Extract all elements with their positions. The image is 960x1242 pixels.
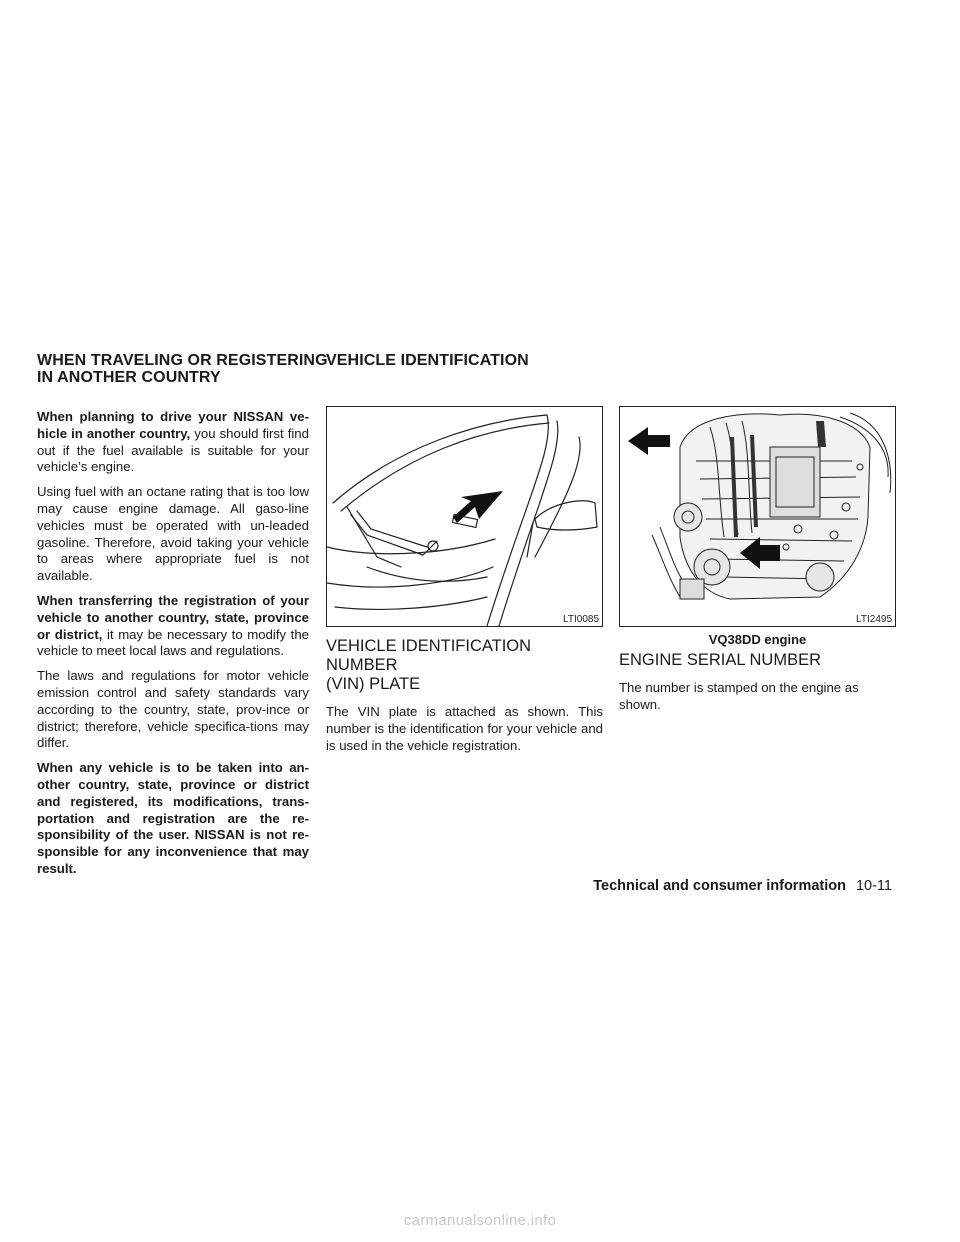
paragraph-responsibility [37, 760, 309, 878]
heading-line-2: IN ANOTHER COUNTRY [37, 369, 221, 386]
engine-figure-id: LTI2495 [856, 614, 892, 625]
front-arrow-icon [628, 427, 670, 455]
paragraph-laws: The laws and regulations for motor vehicle emission control and safety standards vary according to the country, state, prov-ince or district; therefore, vehicle specifica-tions may differ. [37, 668, 309, 751]
p3-bold: When transferring the registration of your vehicle to another country, state, province or district, [37, 592, 309, 642]
vehicle-identification-heading: VEHICLE IDENTIFICATION [326, 352, 529, 369]
page-number: 10-11 [855, 878, 892, 894]
engine-caption: VQ38DD engine [708, 632, 807, 647]
vin-subheading-line-2: (VIN) PLATE [326, 675, 421, 693]
paragraph-octane: Using fuel with an octane rating that is too low may cause engine damage. All gaso-line vehicles must be operated with un-leaded gasoline. Therefore, avoid taking your vehicle to areas where appropriate fuel is not available. [37, 484, 309, 584]
heading-line-1: WHEN TRAVELING OR REGISTERING [37, 352, 328, 369]
engine-section [619, 651, 896, 714]
paragraph-registration [37, 593, 309, 660]
p5-bold: When any vehicle is to be taken into an-other country, state, province or district and registered, its modifications, trans-portation and registration are the re-sponsibility of the user. NISSAN is not re-sponsible for any inconvenience that may result. [37, 760, 309, 876]
p1-bold: When planning to drive your NISSAN ve-hicle in another country, [37, 409, 309, 441]
page-footer [593, 878, 892, 894]
paragraph-fuel [37, 409, 309, 476]
arrow-icon [453, 491, 503, 523]
p3-rest: it may be necessary to modify the vehicle to meet local laws and regulations. [37, 626, 310, 659]
vin-figure-id: LTI0085 [563, 614, 599, 625]
engine-illustration [620, 407, 895, 626]
vin-body: The VIN plate is attached as shown. This number is the identification for your vehicle and is used in the vehicle registration. [326, 704, 603, 753]
windshield-illustration [327, 407, 602, 626]
footer-section-title: Technical and consumer information [593, 878, 846, 894]
left-column-text [37, 409, 309, 886]
engine-body: The number is stamped on the engine as shown. [619, 680, 859, 712]
watermark: carmanualsonline.info [403, 1212, 557, 1229]
left-section-heading [37, 352, 328, 386]
vin-plate-figure [326, 406, 603, 627]
right-section-heading [326, 352, 529, 369]
p1-rest: you should first find out if the fuel available is suitable for your vehicle’s engine. [37, 425, 309, 475]
engine-subheading: ENGINE SERIAL NUMBER [619, 651, 822, 669]
vin-section [326, 637, 603, 754]
engine-serial-figure [619, 406, 896, 627]
vin-subheading-line-1: VEHICLE IDENTIFICATION NUMBER [326, 637, 532, 674]
